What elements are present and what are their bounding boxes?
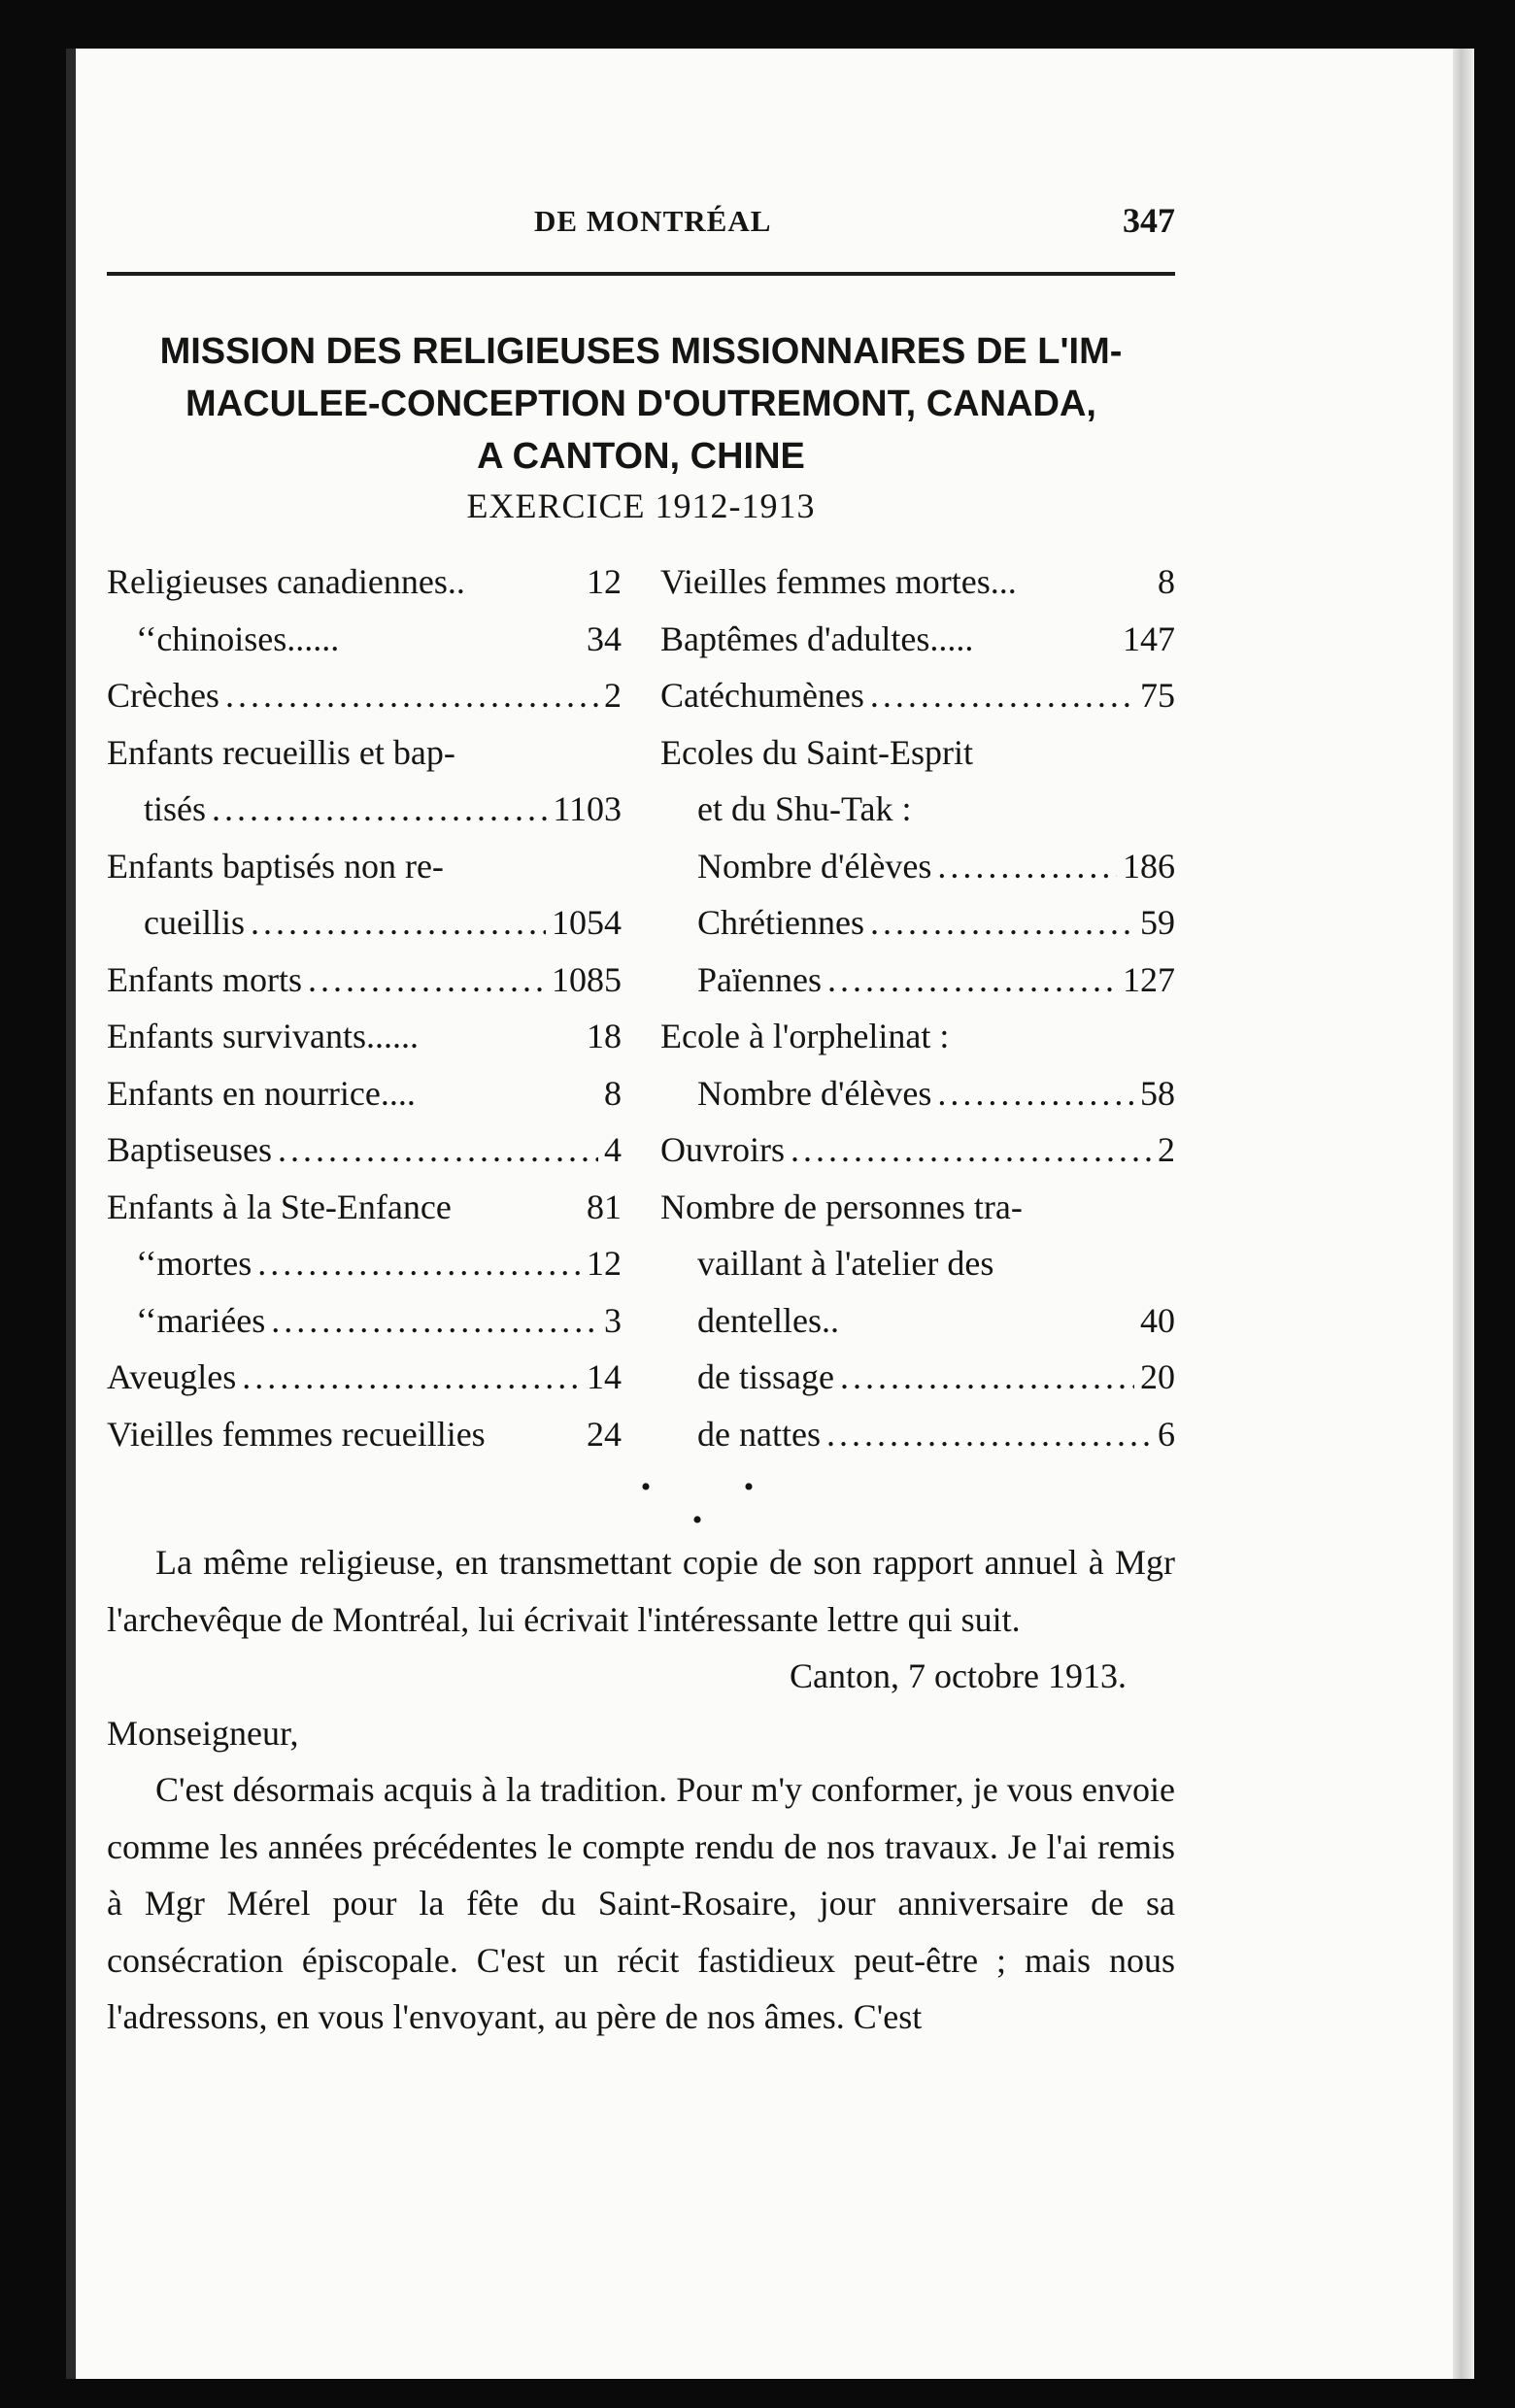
ditto-mark: ‘‘ bbox=[136, 619, 157, 658]
stat-row bbox=[107, 1008, 622, 1065]
stat-row bbox=[660, 781, 1175, 838]
stat-row bbox=[660, 1008, 1175, 1065]
stat-row bbox=[660, 838, 1175, 895]
stat-row bbox=[660, 952, 1175, 1009]
stat-row bbox=[660, 1292, 1175, 1350]
stat-row bbox=[107, 894, 622, 952]
stat-label: Nombre de personnes tra- bbox=[660, 1187, 1023, 1226]
stat-row bbox=[660, 611, 1175, 668]
leader-dots bbox=[271, 1292, 598, 1350]
ditto-mark: ‘‘ bbox=[136, 1244, 157, 1283]
stat-row bbox=[107, 553, 622, 611]
stat-value: 75 bbox=[1140, 676, 1175, 715]
leader-dots bbox=[257, 1235, 581, 1292]
stat-label: Païennes bbox=[697, 959, 822, 999]
stat-label: Vieilles femmes recueillies bbox=[107, 1414, 486, 1454]
stat-label: Enfants recueillis et bap- bbox=[107, 732, 455, 772]
page-gutter-shadow bbox=[66, 49, 76, 2379]
leader-dots bbox=[826, 1406, 1152, 1463]
stat-label: Crèches bbox=[107, 676, 219, 715]
stat-row bbox=[660, 1349, 1175, 1406]
stat-value: 127 bbox=[1123, 959, 1175, 999]
stat-row bbox=[660, 724, 1175, 782]
stat-row bbox=[107, 724, 622, 782]
stat-value: 81 bbox=[587, 1187, 622, 1226]
stat-value: 12 bbox=[587, 1244, 622, 1283]
stat-row bbox=[660, 1406, 1175, 1463]
stat-value: 24 bbox=[587, 1414, 622, 1454]
leader-dots bbox=[937, 838, 1117, 895]
stat-row bbox=[107, 1349, 622, 1406]
stat-value: 18 bbox=[587, 1017, 622, 1055]
stat-value: 58 bbox=[1140, 1073, 1175, 1113]
stat-label: Nombre d'élèves bbox=[697, 1073, 932, 1113]
stat-label: Aveugles bbox=[107, 1357, 237, 1396]
stat-label: Enfants morts bbox=[107, 959, 302, 999]
running-head: DE MONTRÉAL bbox=[534, 204, 772, 238]
stat-label: vaillant à l'atelier des bbox=[697, 1244, 994, 1283]
stat-row bbox=[660, 894, 1175, 952]
stat-row bbox=[107, 1121, 622, 1179]
letter-paragraph: C'est désormais acquis à la tradition. Pour m'y conformer, je vous envoie comme les années précédentes le compte rendu de nos travaux. Je l'ai remis à Mgr Mérel pour la fête du Saint-Rosaire, jour anniversaire de sa consécration épiscopale. C'est un récit fastidieux peut-être ; mais nous l'adressons, en vous l'envoyant, au père de nos âmes. C'est bbox=[107, 1770, 1175, 2036]
stat-row bbox=[660, 1121, 1175, 1179]
statistics-left-column bbox=[107, 553, 622, 1462]
stat-label: et du Shu-Tak : bbox=[697, 789, 912, 828]
stat-row bbox=[107, 611, 622, 668]
title-line-1: MISSION DES RELIGIEUSES MISSIONNAIRES DE L'IM- bbox=[159, 331, 1123, 372]
stat-value: 8 bbox=[1158, 562, 1175, 601]
letter-salutation: Monseigneur, bbox=[107, 1713, 299, 1753]
stat-row bbox=[660, 667, 1175, 724]
leader-dots bbox=[278, 1121, 598, 1179]
stat-label: Vieilles femmes mortes... bbox=[660, 562, 1017, 601]
stat-value: 186 bbox=[1123, 846, 1175, 886]
leader-dots bbox=[827, 952, 1117, 1009]
title-line-3: A CANTON, CHINE bbox=[477, 436, 805, 477]
stat-label: mariées bbox=[156, 1300, 266, 1340]
stat-row bbox=[660, 553, 1175, 611]
stat-row bbox=[107, 1235, 622, 1292]
leader-dots bbox=[870, 667, 1134, 724]
stat-row bbox=[107, 781, 622, 838]
stat-value: 1103 bbox=[553, 789, 622, 828]
leader-dots bbox=[242, 1349, 581, 1406]
stat-label: mortes bbox=[156, 1244, 252, 1283]
stat-value: 2 bbox=[604, 676, 622, 715]
stat-value: 14 bbox=[587, 1357, 622, 1396]
stat-row bbox=[107, 838, 622, 895]
stat-value: 1054 bbox=[552, 903, 622, 942]
leader-dots bbox=[791, 1121, 1152, 1179]
stat-label: dentelles.. bbox=[697, 1300, 839, 1340]
stat-label: Enfants à la Ste-Enfance bbox=[107, 1187, 452, 1226]
stat-label: Nombre d'élèves bbox=[697, 846, 932, 886]
stat-row bbox=[107, 952, 622, 1009]
leader-dots bbox=[308, 952, 546, 1009]
stat-value: 8 bbox=[604, 1073, 622, 1113]
leader-dots bbox=[212, 781, 547, 838]
leader-dots bbox=[870, 894, 1134, 952]
stat-label: Religieuses canadiennes.. bbox=[107, 562, 465, 601]
stat-value: 2 bbox=[1158, 1130, 1175, 1169]
stat-label: chinoises...... bbox=[156, 619, 340, 658]
letter-body bbox=[107, 1534, 1175, 2046]
stat-label: Catéchumènes bbox=[660, 676, 864, 715]
stat-label: Baptêmes d'adultes..... bbox=[660, 619, 974, 658]
stat-row bbox=[107, 1292, 622, 1350]
stat-label: Enfants baptisés non re- bbox=[107, 846, 444, 886]
stat-row bbox=[107, 1179, 622, 1236]
stat-label: tisés bbox=[144, 789, 207, 828]
header-rule bbox=[107, 272, 1175, 276]
leader-dots bbox=[225, 667, 598, 724]
leader-dots bbox=[937, 1065, 1134, 1122]
section-subtitle: EXERCICE 1912-1913 bbox=[466, 486, 816, 525]
stat-label: Baptiseuses bbox=[107, 1130, 272, 1169]
stat-row bbox=[107, 1406, 622, 1463]
page-edge-shadow bbox=[1453, 49, 1474, 2379]
stat-row bbox=[660, 1235, 1175, 1292]
stat-label: Enfants survivants...... bbox=[107, 1017, 419, 1055]
stat-label: Ecole à l'orphelinat : bbox=[660, 1017, 950, 1055]
stat-label: de nattes bbox=[697, 1414, 821, 1454]
ditto-mark: ‘‘ bbox=[136, 1300, 157, 1340]
stat-value: 34 bbox=[587, 619, 622, 658]
stat-value: 12 bbox=[587, 562, 622, 601]
stat-value: 1085 bbox=[552, 959, 622, 999]
stat-row bbox=[107, 667, 622, 724]
stat-label: Ecoles du Saint-Esprit bbox=[660, 732, 973, 772]
stat-label: Chrétiennes bbox=[697, 903, 864, 942]
intro-paragraph: La même religieuse, en transmettant copie de son rapport annuel à Mgr l'archevêque de Montréal, lui écrivait l'intéressante lettre qui suit. bbox=[107, 1543, 1175, 1639]
stat-row bbox=[107, 1065, 622, 1122]
stat-label: Enfants en nourrice.... bbox=[107, 1073, 416, 1113]
letter-date: Canton, 7 octobre 1913. bbox=[790, 1656, 1127, 1695]
statistics-right-column bbox=[660, 553, 1175, 1462]
stat-value: 6 bbox=[1158, 1414, 1175, 1454]
stat-value: 3 bbox=[604, 1300, 622, 1340]
stat-row bbox=[660, 1065, 1175, 1122]
stat-value: 20 bbox=[1140, 1357, 1175, 1396]
stat-value: 59 bbox=[1140, 903, 1175, 942]
page-number: 347 bbox=[1123, 201, 1175, 240]
section-separator: • • • bbox=[640, 1471, 797, 1536]
section-title bbox=[107, 325, 1175, 483]
leader-dots bbox=[251, 894, 546, 952]
stat-value: 40 bbox=[1140, 1300, 1175, 1340]
stat-value: 147 bbox=[1123, 619, 1175, 658]
stat-label: de tissage bbox=[697, 1357, 834, 1396]
stat-value: 4 bbox=[604, 1130, 622, 1169]
title-line-2: MACULEE-CONCEPTION D'OUTREMONT, CANADA, bbox=[185, 384, 1096, 424]
stat-label: cueillis bbox=[144, 903, 245, 942]
page-header bbox=[107, 157, 1175, 240]
leader-dots bbox=[840, 1349, 1134, 1406]
stat-row bbox=[660, 1179, 1175, 1236]
stat-label: Ouvroirs bbox=[660, 1130, 785, 1169]
